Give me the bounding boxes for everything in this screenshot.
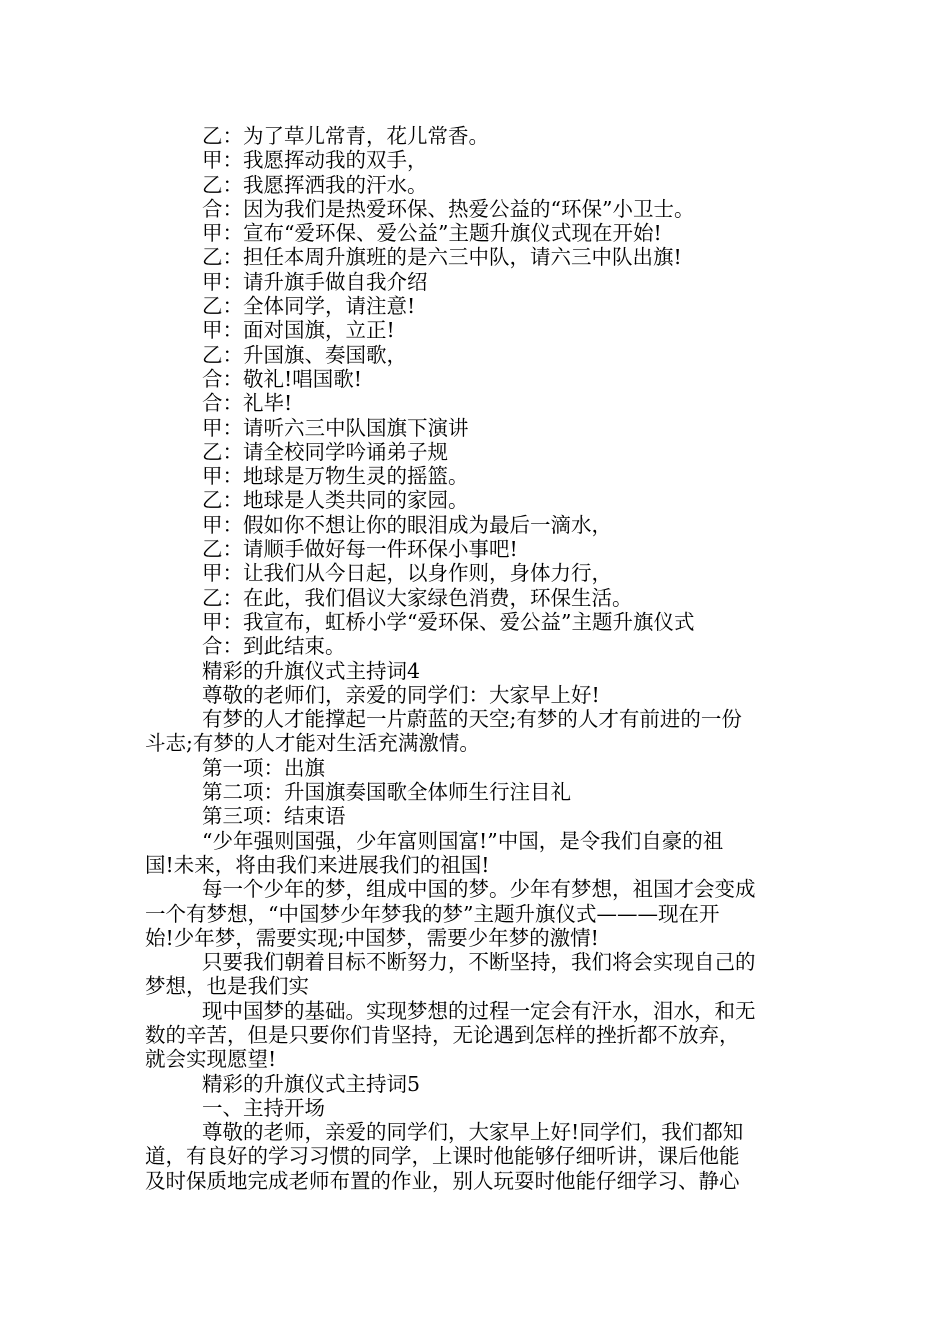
dialogue-line: 甲：假如你不想让你的眼泪成为最后一滴水，	[202, 512, 612, 537]
paragraph-line: 梦想，也是我们实	[145, 974, 309, 999]
paragraph-line: 数的辛苦，但是只要你们肯坚持，无论遇到怎样的挫折都不放弃，	[145, 1022, 740, 1047]
sub-heading: 一、主持开场	[202, 1095, 325, 1120]
dialogue-line: 甲：请听六三中队国旗下演讲	[202, 415, 469, 440]
dialogue-line: 甲：宣布“爱环保、爱公益”主题升旗仪式现在开始!	[202, 221, 662, 246]
paragraph-line: 每一个少年的梦，组成中国的梦。少年有梦想，祖国才会变成	[202, 877, 756, 902]
paragraph-line: 国!未来，将由我们来进展我们的祖国!	[145, 852, 490, 877]
section-5	[145, 1072, 810, 1193]
document-body	[145, 124, 810, 1193]
dialogue-line: 合：礼毕!	[202, 391, 293, 416]
dialogue-line: 乙：为了草儿常青，花儿常香。	[202, 124, 489, 148]
dialogue-line: 乙：地球是人类共同的家园。	[202, 488, 469, 513]
dialogue-line: 乙：在此，我们倡议大家绿色消费，环保生活。	[202, 585, 633, 610]
dialogue-line: 甲：请升旗手做自我介绍	[202, 269, 428, 294]
dialogue-line: 乙：升国旗、奏国歌，	[202, 342, 407, 367]
dialogue-line: 甲：我宣布，虹桥小学“爱环保、爱公益”主题升旗仪式	[202, 609, 695, 634]
dialogue-line: 甲：地球是万物生灵的摇篮。	[202, 464, 469, 489]
greeting: 尊敬的老师们，亲爱的同学们：大家早上好!	[202, 682, 600, 707]
section-heading: 精彩的升旗仪式主持词5	[202, 1071, 421, 1096]
paragraph-line: 尊敬的老师，亲爱的同学们，大家早上好!同学们，我们都知	[202, 1120, 744, 1145]
agenda-item: 第二项：升国旗奏国歌全体师生行注目礼	[202, 780, 571, 805]
agenda-item: 第三项：结束语	[202, 804, 346, 829]
dialogue-line: 合：到此结束。	[202, 634, 346, 659]
paragraph-line: 只要我们朝着目标不断努力，不断坚持，我们将会实现自己的	[202, 950, 756, 975]
dialogue-line: 乙：请全校同学吟诵弟子规	[202, 439, 448, 464]
dialogue-line: 合：因为我们是热爱环保、热爱公益的“环保”小卫士。	[202, 196, 695, 221]
dialogue-line: 乙：请顺手做好每一件环保小事吧!	[202, 537, 518, 562]
paragraph-line: 及时保质地完成老师布置的作业，别人玩耍时他能仔细学习、静心	[145, 1168, 740, 1193]
dialogue-list	[145, 124, 810, 659]
section-heading: 精彩的升旗仪式主持词4	[202, 658, 421, 683]
paragraph-line: “少年强则国强，少年富则国富!”中国，是令我们自豪的祖	[202, 828, 724, 853]
paragraph-line: 斗志;有梦的人才能对生活充满激情。	[145, 731, 480, 756]
agenda-item: 第一项：出旗	[202, 755, 325, 780]
paragraph-line: 始!少年梦，需要实现;中国梦，需要少年梦的激情!	[145, 925, 599, 950]
paragraph-line: 道，有良好的学习习惯的同学，上课时他能够仔细听讲，课后他能	[145, 1144, 740, 1169]
dialogue-line: 甲：我愿挥动我的双手，	[202, 148, 428, 173]
paragraph-line: 就会实现愿望!	[145, 1047, 277, 1072]
paragraph-line: 有梦的人才能撑起一片蔚蓝的天空;有梦的人才有前进的一份	[202, 707, 742, 732]
dialogue-line: 甲：让我们从今日起，以身作则，身体力行，	[202, 561, 612, 586]
dialogue-line: 合：敬礼!唱国歌!	[202, 366, 362, 391]
dialogue-line: 甲：面对国旗，立正!	[202, 318, 395, 343]
paragraph-line: 现中国梦的基础。实现梦想的过程一定会有汗水，泪水，和无	[202, 998, 756, 1023]
section-4	[145, 659, 810, 1072]
dialogue-line: 乙：担任本周升旗班的是六三中队，请六三中队出旗!	[202, 245, 682, 270]
dialogue-line: 乙：全体同学，请注意!	[202, 294, 416, 319]
dialogue-line: 乙：我愿挥洒我的汗水。	[202, 172, 428, 197]
paragraph-line: 一个有梦想，“中国梦少年梦我的梦”主题升旗仪式———现在开	[145, 901, 720, 926]
